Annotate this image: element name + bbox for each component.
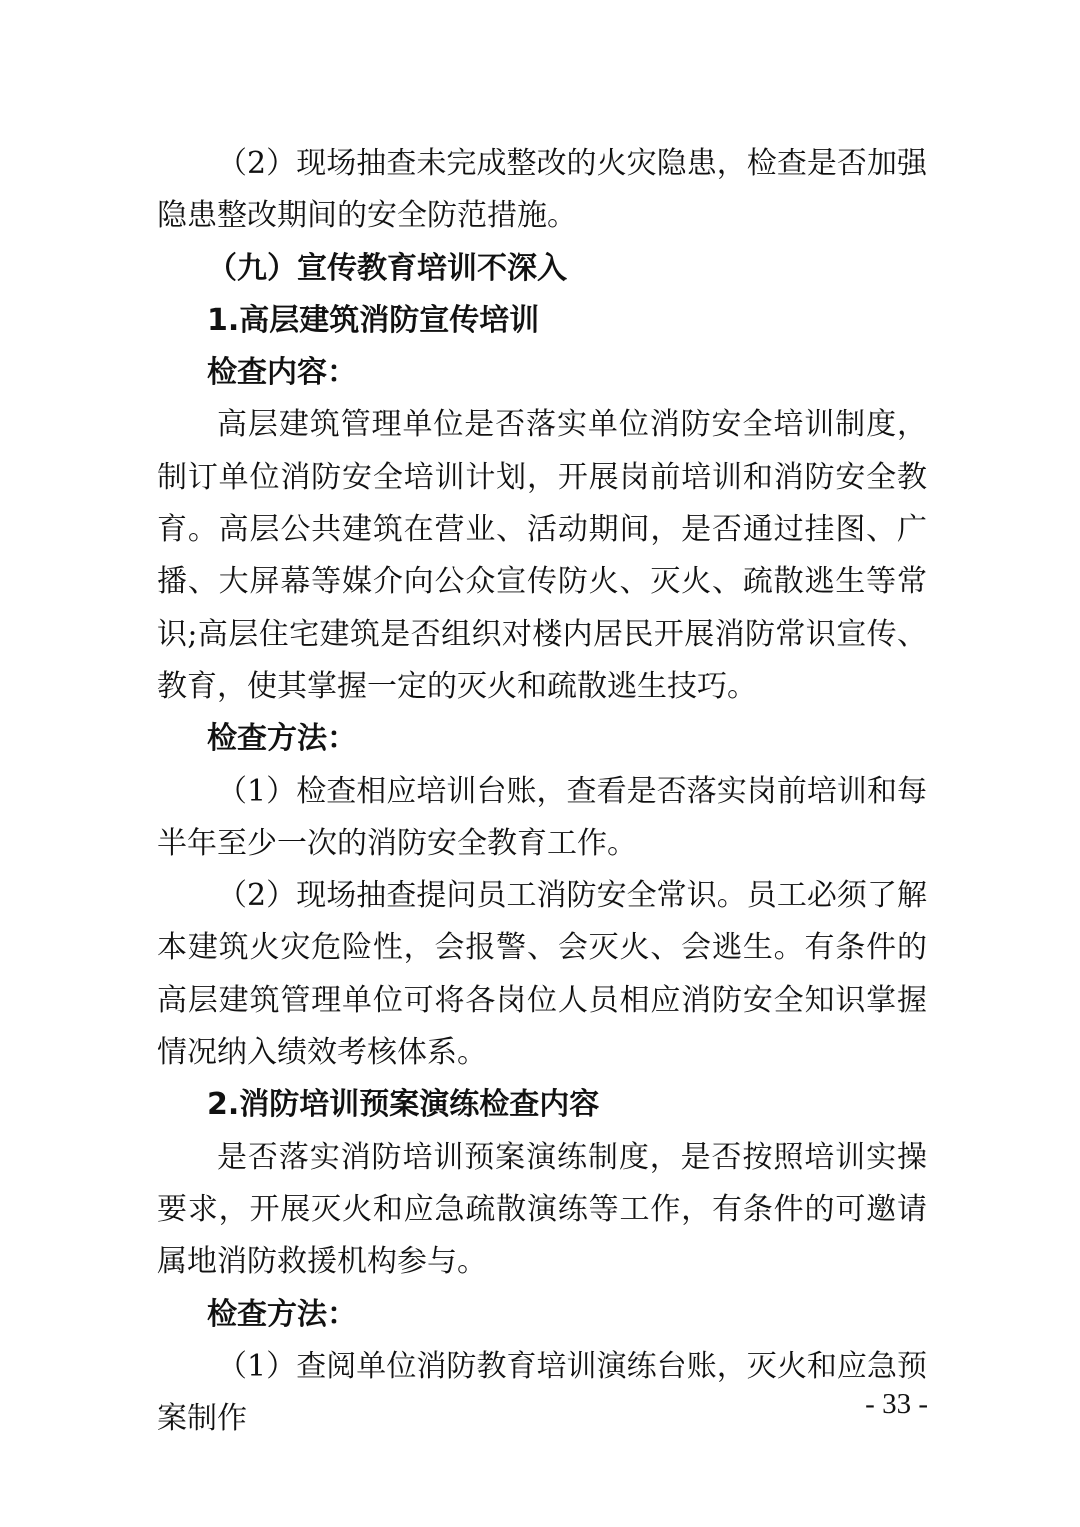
paragraph-body: （2）现场抽查未完成整改的火灾隐患，检查是否加强隐患整改期间的安全防范措施。: [157, 146, 927, 234]
subsection-heading: 2.消防培训预案演练检查内容: [207, 1087, 600, 1123]
paragraph-body: 是否落实消防培训预案演练制度，是否按照培训实操要求，开展灭火和应急疏散演练等工作，有条件的可邀请属地消防救援机构参与。: [157, 1139, 927, 1280]
check-content-heading: 检查内容：: [207, 355, 357, 391]
paragraph-body: （1）检查相应培训台账，查看是否落实岗前培训和每半年至少一次的消防安全教育工作。: [157, 773, 927, 861]
check-method-heading: 检查方法：: [207, 1296, 357, 1332]
page-content: [157, 138, 927, 1445]
paragraph-body: 高层建筑管理单位是否落实单位消防安全培训制度，制订单位消防安全培训计划，开展岗前培训和消防安全教育。高层公共建筑在营业、活动期间，是否通过挂图、广播、大屏幕等媒介向公众宣传防火、灭火、疏散逃生等常识;高层住宅建筑是否组织对楼内居民开展消防常识宣传、教育，使其掌握一定的灭火和疏散逃生技巧。: [157, 407, 927, 704]
page-number: - 33 -: [865, 1388, 928, 1420]
subsection-heading: 1.高层建筑消防宣传培训: [207, 302, 540, 338]
paragraph-body: （1）查阅单位消防教育培训演练台账，灭火和应急预案制作: [157, 1348, 927, 1437]
section-heading: （九）宣传教育培训不深入: [207, 250, 567, 286]
check-method-heading: 检查方法：: [207, 721, 357, 757]
paragraph-body: （2）现场抽查提问员工消防安全常识。员工必须了解本建筑火灾危险性，会报警、会灭火、会逃生。有条件的高层建筑管理单位可将各岗位人员相应消防安全知识掌握情况纳入绩效考核体系。: [157, 878, 927, 1071]
